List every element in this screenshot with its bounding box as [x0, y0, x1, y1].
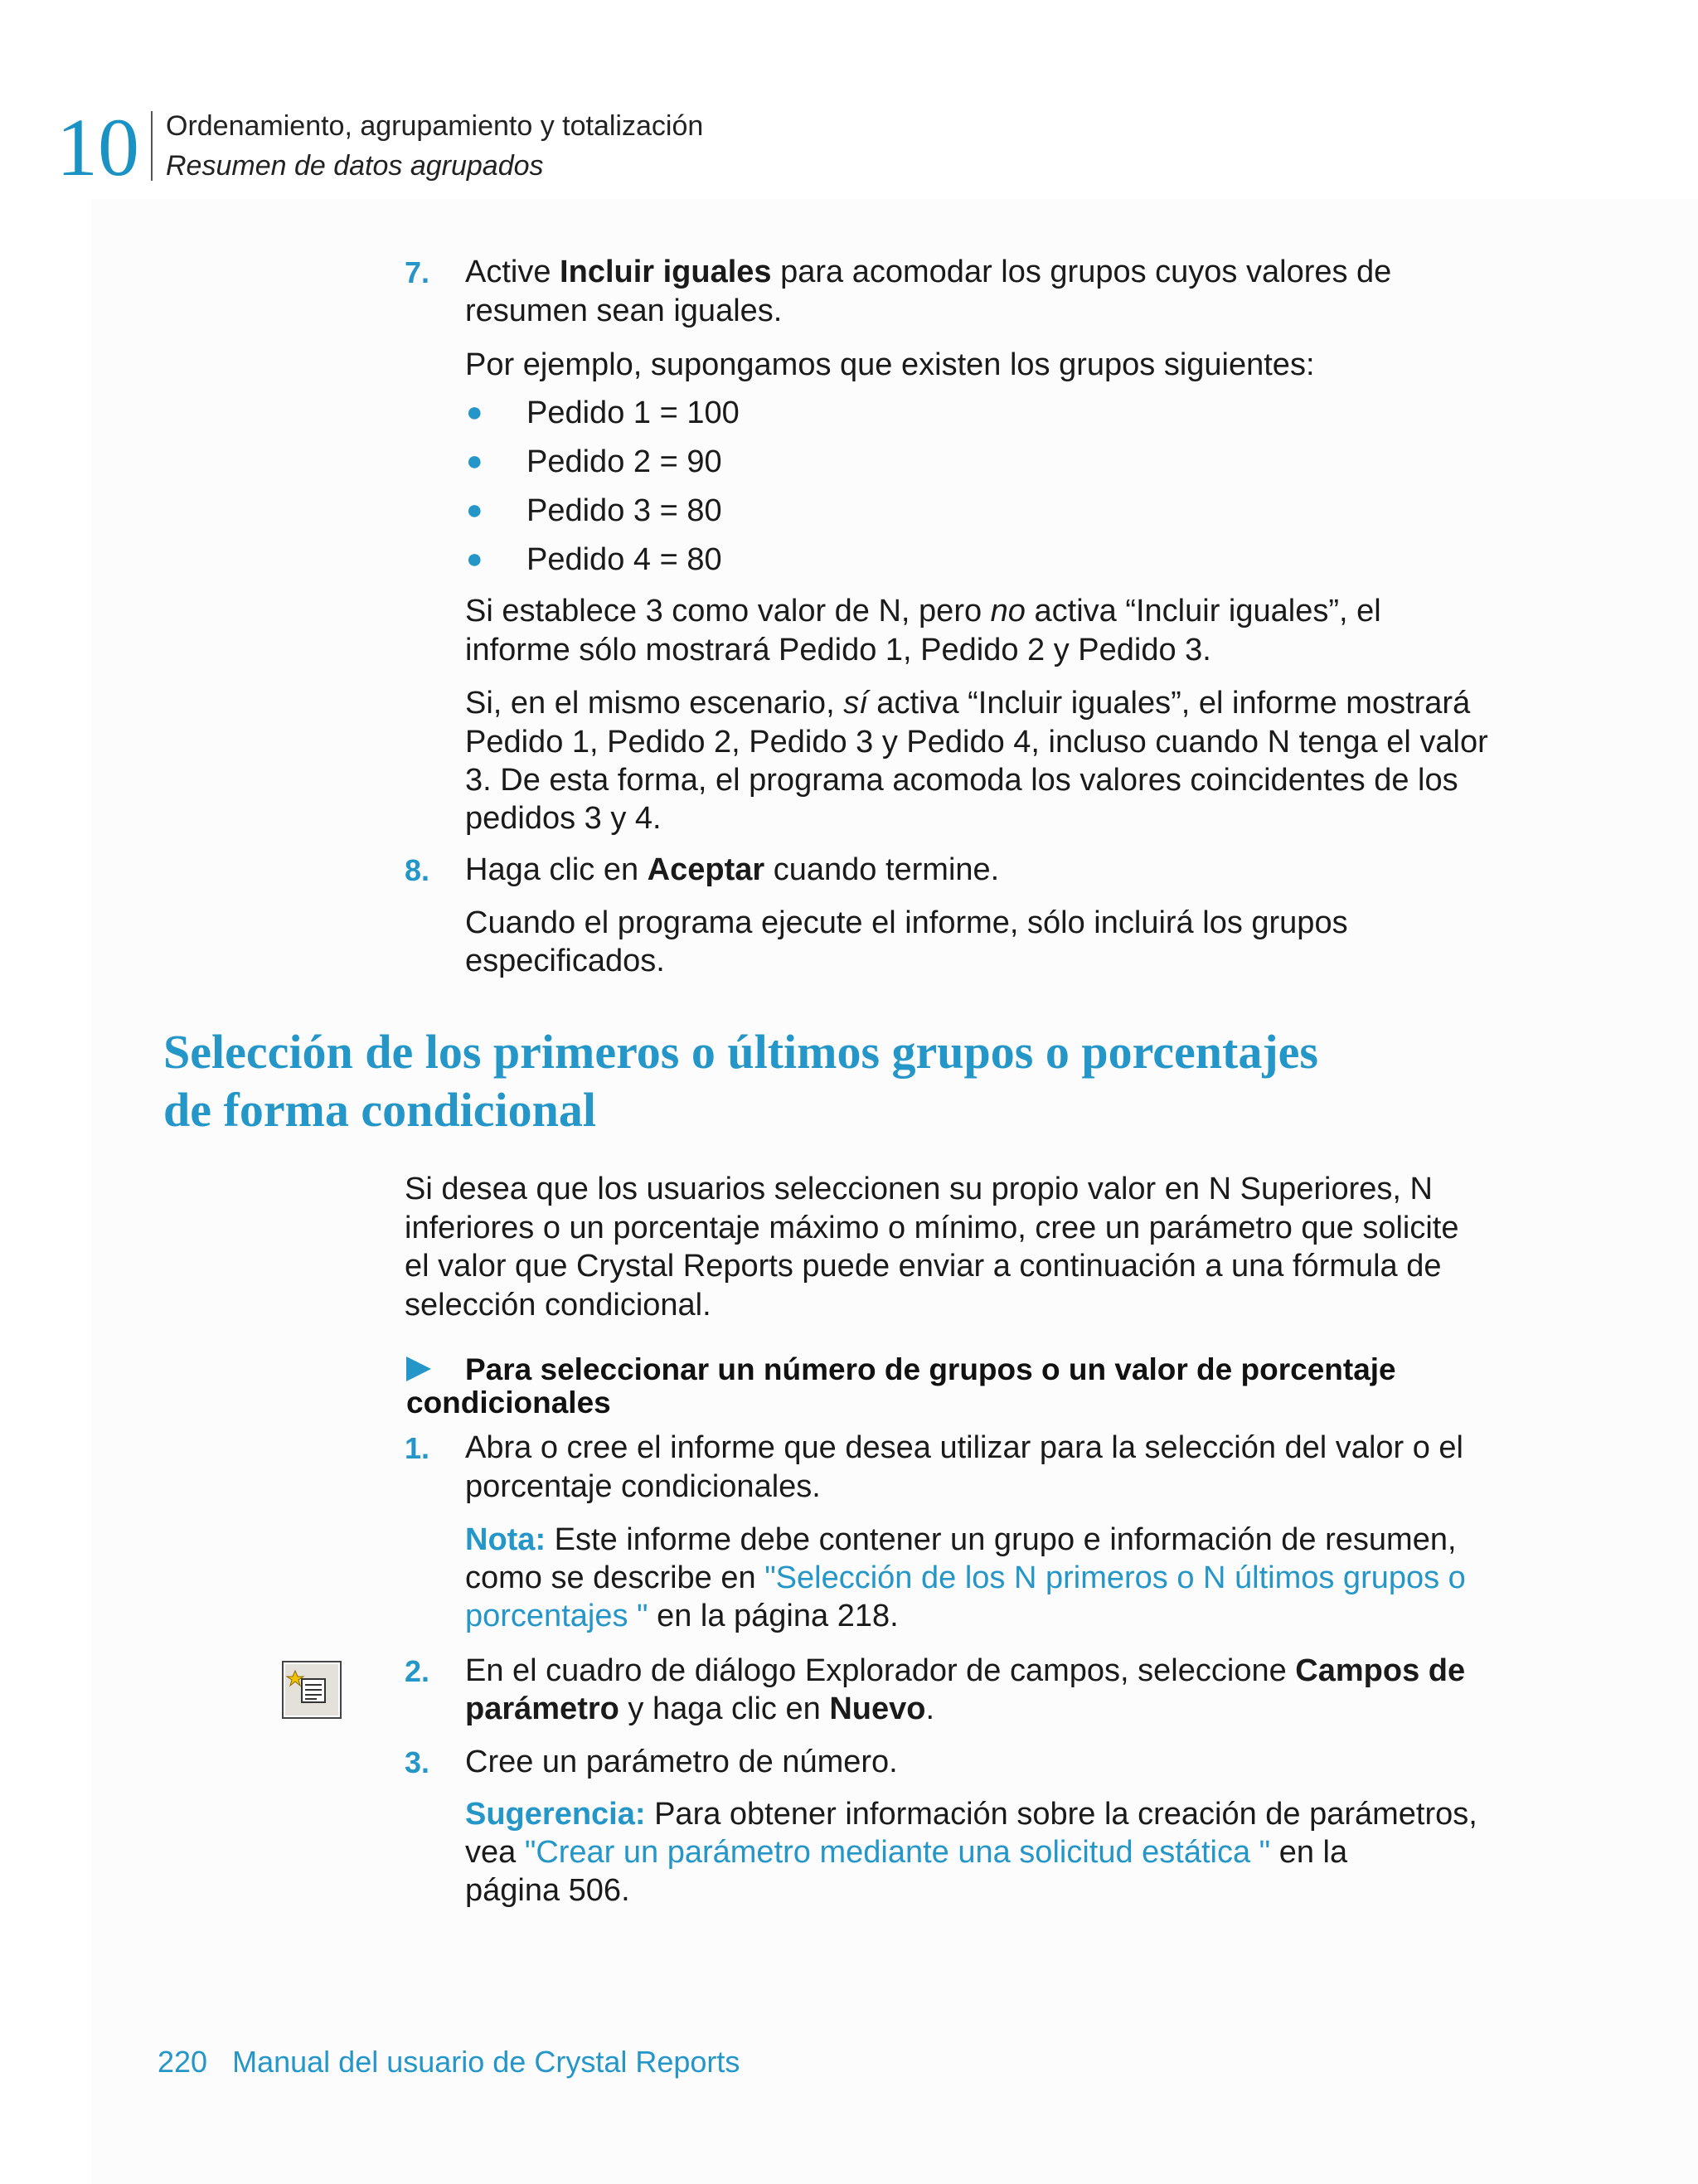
new-parameter-icon — [282, 1661, 342, 1719]
paragraph-line: 3. De esta forma, el programa acomoda los valores coincidentes de los — [465, 763, 1458, 798]
tip-line: vea "Crear un parámetro mediante una solicitud estática " en la — [465, 1835, 1348, 1870]
tip-line: página 506. — [465, 1873, 630, 1908]
cross-reference-link[interactable]: porcentajes " — [465, 1599, 648, 1633]
paragraph-line: Cuando el programa ejecute el informe, sólo incluirá los grupos — [465, 905, 1348, 940]
bullet-icon: ● — [466, 543, 483, 575]
list-item: Pedido 4 = 80 — [526, 542, 722, 577]
book-title: Manual del usuario de Crystal Reports — [232, 2045, 740, 2079]
step-8-text: Haga clic en Aceptar cuando termine. — [465, 852, 1000, 887]
procedure-heading-line2: condicionales — [406, 1386, 611, 1420]
page-number: 220 — [158, 2045, 208, 2079]
paragraph-line: Si, en el mismo escenario, sí activa “Incluir iguales”, el informe mostrará — [465, 686, 1471, 721]
paragraph-line: Si establece 3 como valor de N, pero no activa “Incluir iguales”, el — [465, 594, 1381, 629]
chapter-number: 10 — [56, 101, 139, 193]
section-heading: Selección de los primeros o últimos grupos o porcentajes — [163, 1025, 1318, 1079]
cross-reference-link[interactable]: "Crear un parámetro mediante una solicitud estática " — [524, 1835, 1271, 1870]
section-title: Resumen de datos agrupados — [166, 150, 544, 182]
cross-reference-link[interactable]: "Selección de los N primeros o N últimos grupos o — [764, 1560, 1466, 1595]
step-number: 2. — [405, 1654, 430, 1688]
paragraph-line: Abra o cree el informe que desea utilizar para la selección del valor o el — [465, 1430, 1463, 1465]
note-label: Nota: — [465, 1522, 546, 1557]
chapter-title: Ordenamiento, agrupamiento y totalización — [166, 110, 704, 142]
list-item: Pedido 1 = 100 — [526, 396, 740, 430]
step-number: 7. — [405, 255, 430, 289]
paragraph-line: especificados. — [465, 944, 665, 978]
note: Nota: Este informe debe contener un grupo e información de resumen, — [465, 1522, 1457, 1557]
list-item: Pedido 2 = 90 — [526, 444, 722, 479]
page-footer — [158, 2045, 740, 2080]
paragraph-line: En el cuadro de diálogo Explorador de campos, seleccione Campos de — [465, 1653, 1466, 1688]
step-number: 1. — [405, 1431, 430, 1465]
header-divider — [151, 111, 153, 181]
bullet-icon: ● — [466, 494, 483, 526]
tip: Sugerencia: Para obtener información sobre la creación de parámetros, — [465, 1797, 1477, 1832]
paragraph-line: Cree un parámetro de número. — [465, 1745, 898, 1779]
paragraph-line: Pedido 1, Pedido 2, Pedido 3 y Pedido 4, incluso cuando N tenga el valor — [465, 725, 1488, 760]
procedure-arrow-icon — [406, 1357, 431, 1381]
bullet-icon: ● — [466, 396, 483, 428]
paragraph-line: el valor que Crystal Reports puede enviar a continuación a una fórmula de — [405, 1249, 1442, 1284]
step-7-text-line2: resumen sean iguales. — [465, 294, 783, 328]
step-number: 3. — [405, 1745, 430, 1779]
procedure-heading: Para seleccionar un número de grupos o un valor de porcentaje — [465, 1352, 1396, 1386]
paragraph-line: porcentaje condicionales. — [465, 1469, 821, 1504]
note-line: como se describe en "Selección de los N primeros o N últimos grupos o — [465, 1560, 1466, 1595]
example-intro: Por ejemplo, supongamos que existen los grupos siguientes: — [465, 347, 1315, 382]
section-heading-line2: de forma condicional — [163, 1083, 596, 1137]
step-number: 8. — [405, 853, 430, 887]
paragraph-line: Si desea que los usuarios seleccionen su propio valor en N Superiores, N — [405, 1172, 1433, 1206]
note-line: porcentajes " en la página 218. — [465, 1599, 899, 1633]
bullet-icon: ● — [466, 445, 483, 477]
paragraph-line: pedidos 3 y 4. — [465, 801, 662, 836]
list-item: Pedido 3 = 80 — [526, 493, 722, 528]
paragraph-line: inferiores o un porcentaje máximo o mínimo, cree un parámetro que solicite — [405, 1211, 1459, 1245]
step-7-text: Active Incluir iguales para acomodar los grupos cuyos valores de — [465, 255, 1392, 289]
paragraph-line: selección condicional. — [405, 1288, 711, 1323]
paragraph-line: parámetro y haga clic en Nuevo. — [465, 1691, 935, 1726]
paragraph-line: informe sólo mostrará Pedido 1, Pedido 2 y Pedido 3. — [465, 633, 1211, 667]
tip-label: Sugerencia: — [465, 1797, 646, 1832]
